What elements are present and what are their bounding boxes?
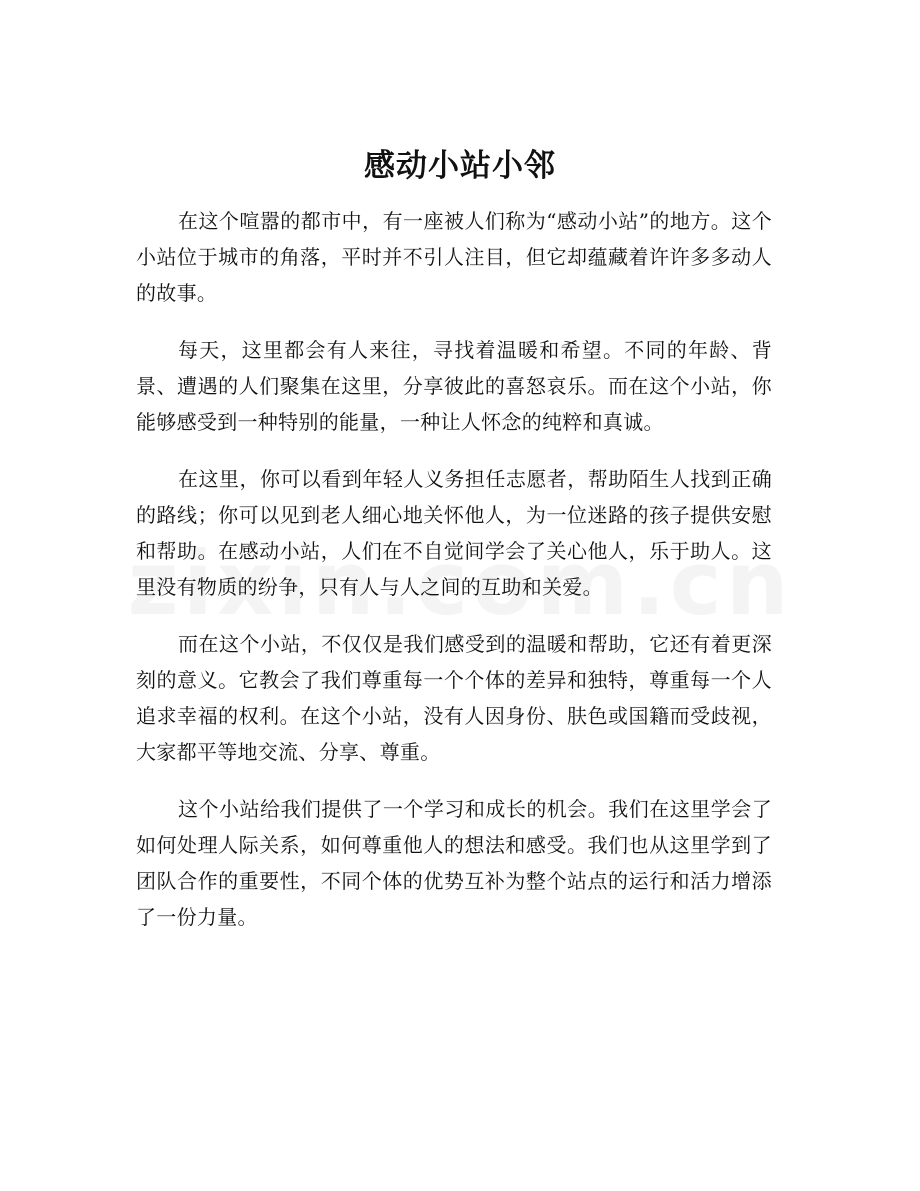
paragraph-4: 而在这个小站，不仅仅是我们感受到的温暖和帮助，它还有着更深刻的意义。它教会了我们尊重每一个个体的差异和独特，尊重每一个人追求幸福的权利。在这个小站，没有人因身份、肤色或国籍而受歧视，大家都平等地交流、分享、尊重。	[136, 632, 772, 764]
document-body	[136, 203, 772, 956]
paragraph-2: 每天，这里都会有人来往，寻找着温暖和希望。不同的年龄、背景、遭遇的人们聚集在这里，分享彼此的喜怒哀乐。而在这个小站，你能够感受到一种特别的能量，一种让人怀念的纯粹和真诚。	[136, 338, 772, 434]
document-title: 感动小站小邻	[364, 148, 556, 184]
paragraph-1: 在这个喧嚣的都市中，有一座被人们称为“感动小站”的地方。这个小站位于城市的角落，平时并不引人注目，但它却蕴藏着许许多多动人的故事。	[136, 209, 772, 305]
paragraph-3: 在这里，你可以看到年轻人义务担任志愿者，帮助陌生人找到正确的路线；你可以见到老人细心地关怀他人，为一位迷路的孩子提供安慰和帮助。在感动小站，人们在不自觉间学会了关心他人，乐于助人。这里没有物质的纷争，只有人与人之间的互助和关爱。	[136, 467, 772, 599]
paragraph-5: 这个小站给我们提供了一个学习和成长的机会。我们在这里学会了如何处理人际关系，如何尊重他人的想法和感受。我们也从这里学到了团队合作的重要性，不同个体的优势互补为整个站点的运行和活力增添了一份力量。	[136, 797, 772, 929]
